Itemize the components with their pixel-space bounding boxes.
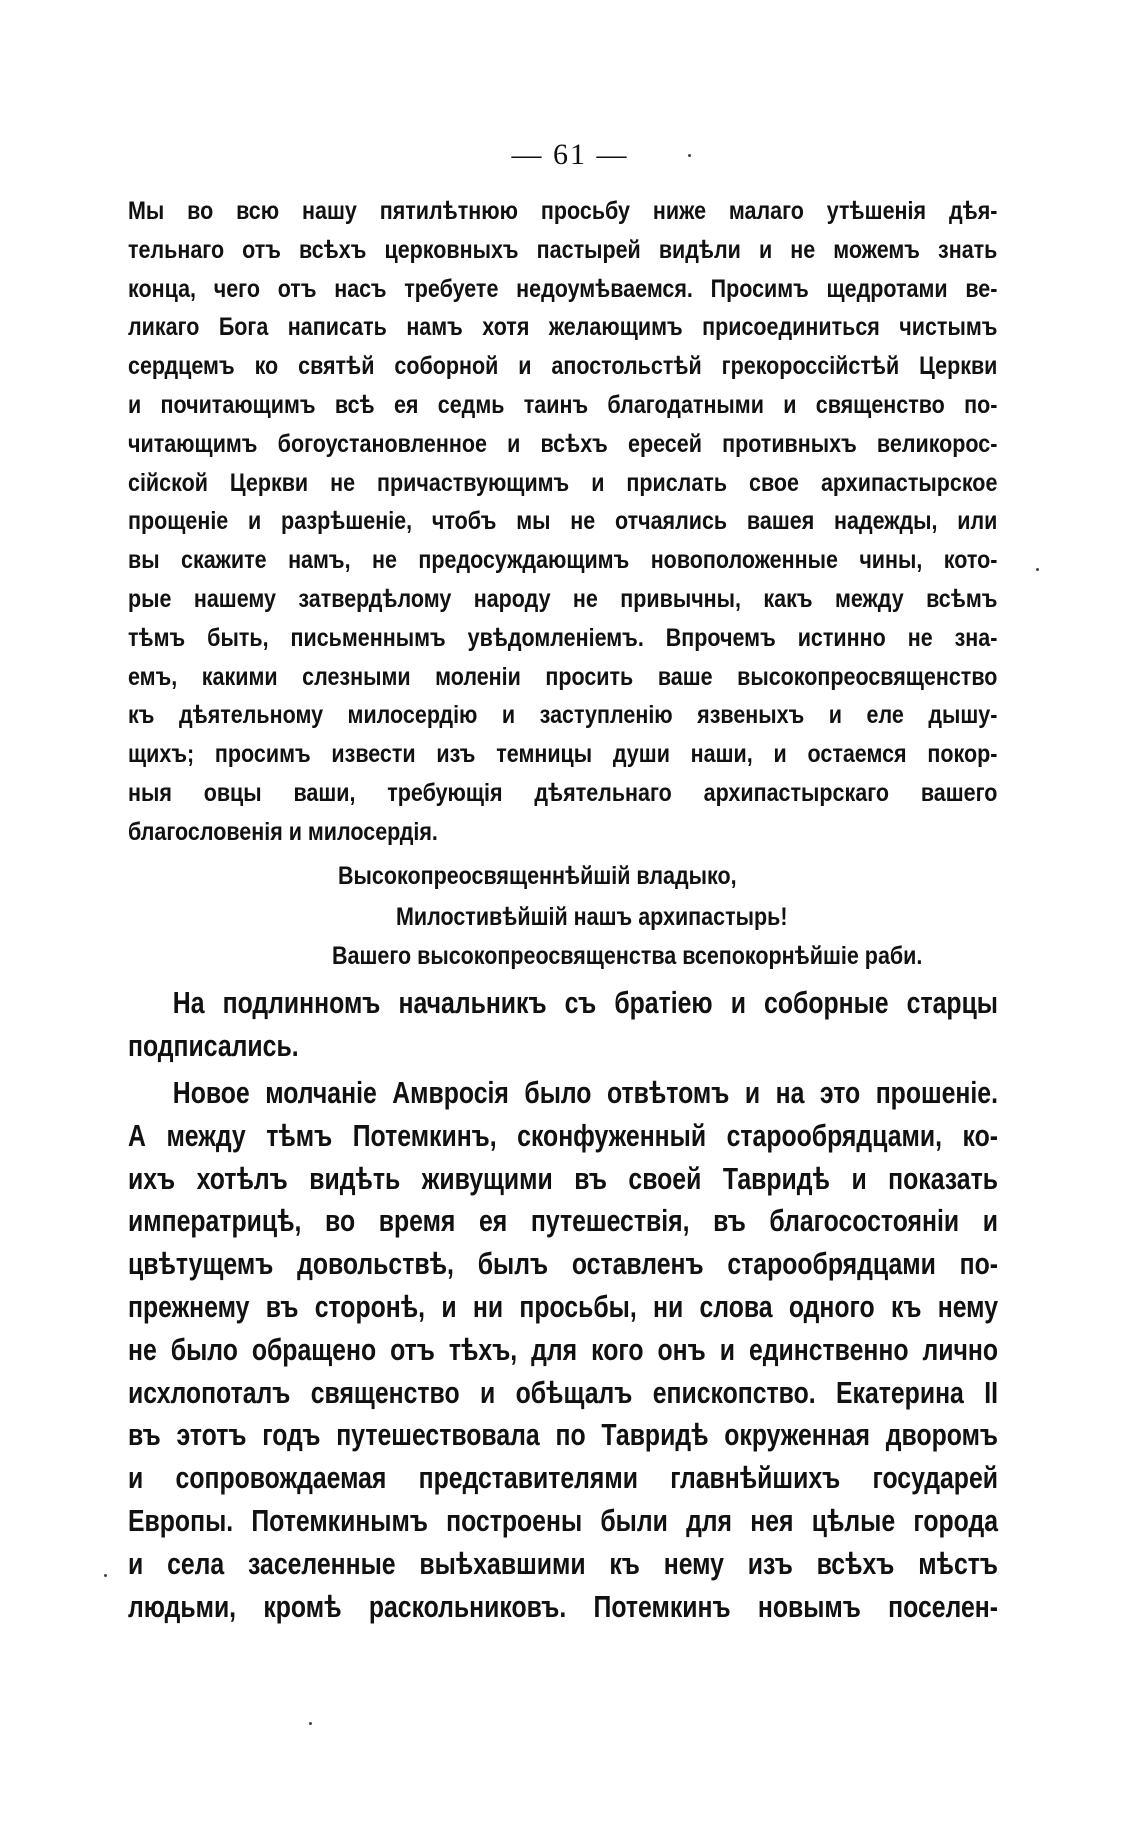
text-line: щихъ; просимъ извести изъ темницы души наши, и остаемся покор- (128, 740, 998, 769)
text-line: А между тѣмъ Потемкинъ, сконфуженный старообрядцами, ко- (128, 1117, 998, 1153)
text-line: тельнаго отъ всѣхъ церковныхъ пастырей видѣли и не можемъ знать (128, 235, 998, 264)
text-line: и сопровождаемая представителями главнѣйшихъ государей (128, 1460, 998, 1496)
scan-speck (1036, 568, 1039, 571)
narrative-paragraph-2 (128, 1072, 998, 1628)
text-line: подписались. (128, 1027, 299, 1063)
petition-text (128, 192, 998, 852)
text-line: въ этотъ годъ путешествовала по Тавридѣ окруженная дворомъ (128, 1417, 998, 1453)
text-line: Новое молчаніе Амвросія было отвѣтомъ и на это прошеніе. (172, 1075, 999, 1110)
text-line: прощеніе и разрѣшеніе, чтобъ мы не отчаялись вашея надежды, или (128, 507, 998, 536)
text-line: вы скажите намъ, не предосуждающимъ новоположенные чины, кото- (128, 546, 998, 575)
text-line: цвѣтущемъ довольствѣ, былъ оставленъ старообрядцами по- (128, 1246, 998, 1282)
text-line: читающимъ богоустановленное и всѣхъ ересей противныхъ великорос- (128, 429, 998, 458)
salutation-line-2: Милостивѣйшій нашъ архипастырь! (396, 903, 788, 931)
text-line: Европы. Потемкинымъ построены были для нея цѣлые города (128, 1502, 998, 1538)
signoff-line: Вашего высокопреосвященства всепокорнѣйшіе раби. (332, 942, 923, 970)
text-line: ликаго Бога написать намъ хотя желающимъ присоединиться чистымъ (128, 313, 998, 342)
text-line: исхлопоталъ священство и обѣщалъ епископство. Екатерина II (128, 1374, 998, 1410)
text-line: емъ, какими слезными моленіи просить ваше высокопреосвященство (128, 662, 998, 691)
scan-speck (309, 1722, 312, 1725)
text-line: прежнему въ сторонѣ, и ни просьбы, ни слова одного къ нему (128, 1288, 998, 1324)
text-line: не было обращено отъ тѣхъ, для кого онъ и единственно лично (128, 1331, 998, 1367)
text-line: На подлинномъ начальникъ съ братіею и соборные старцы (172, 985, 999, 1020)
page-number: — 61 — (511, 138, 629, 171)
narrative-paragraph-1 (128, 982, 998, 1068)
salutation-line-1: Высокопреосвященнѣйшій владыко, (338, 862, 737, 890)
text-line: Мы во всю нашу пятилѣтнюю просьбу ниже малаго утѣшенія дѣя- (128, 197, 998, 225)
text-line: и почитающимъ всѣ ея седмь таинъ благодатными и священство по- (128, 390, 998, 419)
text-line: сійской Церкви не причаствующимъ и прислать свое архипастырское (128, 468, 998, 497)
text-line: тѣмъ быть, письменнымъ увѣдомленіемъ. Впрочемъ истинно не зна- (128, 623, 998, 652)
text-line: къ дѣятельному милосердію и заступленію язвеныхъ и еле дышу- (128, 701, 998, 730)
scan-speck (688, 154, 691, 157)
scan-speck (104, 1574, 107, 1577)
text-line: императрицѣ, во время ея путешествія, въ благосостояніи и (128, 1203, 998, 1239)
text-line: ныя овцы ваши, требующія дѣятельнаго архипастырскаго вашего (128, 778, 998, 807)
text-line: людьми, кромѣ раскольниковъ. Потемкинъ новымъ поселен- (128, 1588, 998, 1624)
text-line: сердцемъ ко святѣй соборной и апостольстѣй грекороссійстѣй Церкви (128, 352, 998, 381)
text-line: рые нашему затвердѣлому народу не привычны, какъ между всѣмъ (128, 584, 998, 613)
text-line: ихъ хотѣлъ видѣть живущими въ своей Тавридѣ и показать (128, 1160, 998, 1196)
text-line: конца, чего отъ насъ требуете недоумѣваемся. Просимъ щедротами ве- (128, 274, 998, 303)
text-line: и села заселенные выѣхавшими къ нему изъ всѣхъ мѣстъ (128, 1545, 998, 1581)
text-line: благословенія и милосердія. (128, 817, 438, 846)
